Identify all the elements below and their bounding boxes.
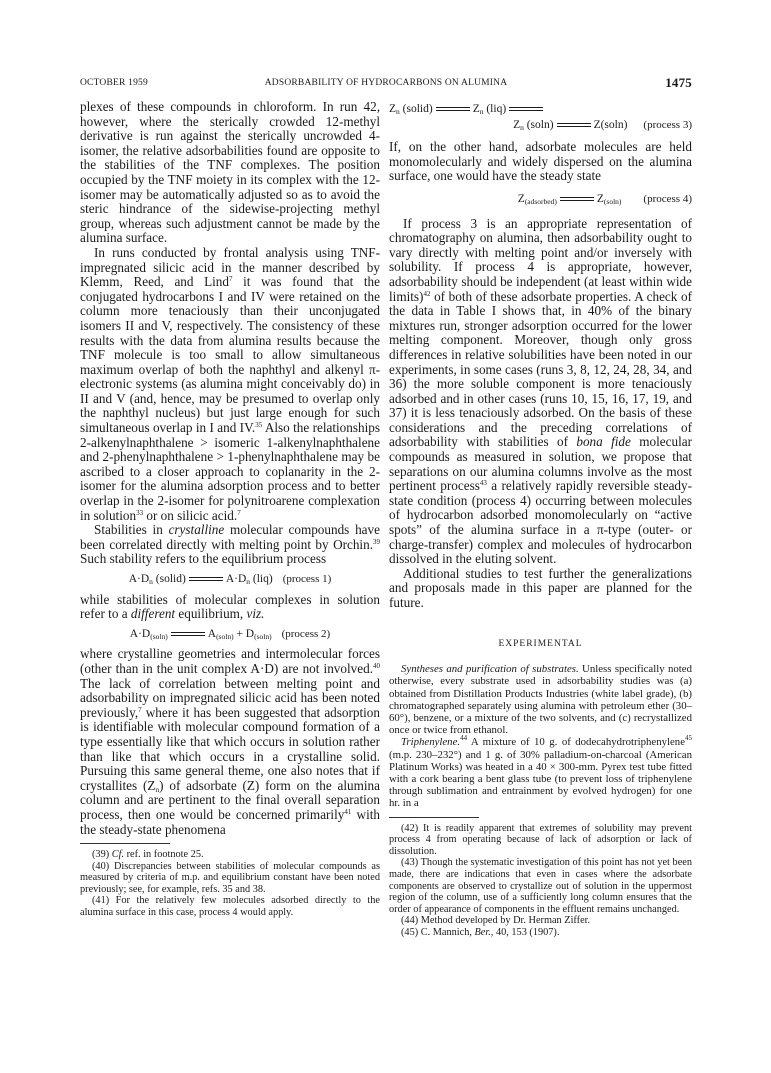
header-date: OCTOBER 1959 xyxy=(80,78,148,88)
footnote-40: (40) Discrepancies between stabilities of molecular compounds as measured by criteria of m.p. and equilibrium constant have been noted previously; see, for example, refs. 35 and 38. xyxy=(80,860,380,895)
equilibrium-arrow-icon xyxy=(557,121,591,129)
paragraph: Triphenylene.$^{44}$ A mixture of 10 g. of dodecahydrotriphenylene$^{45}$ (m.p. 230–232°) and 1 g. of 30% palladium-on-charcoal (American Platinum Works) was heated in a 40 × 300-mm. Pyrex test tube fitted with a cork bearing a bent glass tube (to prevent loss of triphenylene through sublimation and entrainment by evolved hydrogen) for one hr. in a xyxy=(389,734,692,810)
footnote-44: (44) Method developed by Dr. Herman Ziffer. xyxy=(401,915,591,927)
footnote-divider xyxy=(80,843,170,844)
paragraph: In runs conducted by frontal analysis using TNF-impregnated silicic acid in the manner described by Klemm, Reed, and Lind$^7$ it was found that the conjugated hydrocarbons I and IV were retained on the column more tenaciously than their unconjugated isomers II and V, respectively. The consistency of these results with the data from alumina results because the TNF molecule is too small to allow simultaneous maximum overlap of both the naphthyl and alkenyl π-electronic systems (as alumina might conceivably do) in II and V (and, hence, may be presumed to overlap only the naphthyl nucleus) but just large enough for such simultaneous overlap in I and IV.$^{35}$ Also the relationships 2-alkenylnaphthalene > isomeric 1-alkenylnaphthalene and 2-phenylnaphthalene > 1-phenylnaphthalene may be ascribed to a closer approach to coplanarity in the 2-isomer for the alumina adsorption process and to better overlap in the 2-isomer for polynitroarene complexation in solution$^{33}$ or on silicic acid.$^7$ xyxy=(80,244,380,523)
equilibrium-arrow-icon xyxy=(436,105,470,113)
footnote-41: (41) For the relatively few molecules adsorbed directly to the alumina surface in this case, process 4 would apply. xyxy=(80,895,380,919)
equation-process-3-line2: $Z_n$ (soln) Z(soln) (process 3) xyxy=(513,118,692,132)
right-column xyxy=(389,100,692,939)
equation-process-2: $A\cdot D_{(soln)}$ $A_{(soln)} + D_{(soln)}$ (process 2) xyxy=(129,627,331,641)
header-title: ADSORBABILITY OF HYDROCARBONS ON ALUMINA xyxy=(264,78,508,88)
equilibrium-arrow-icon xyxy=(171,630,205,638)
paragraph: where crystalline geometries and intermolecular forces (other than in the unit complex A·D) are not involved.$^{40}$ The lack of correlation between melting point and adsorbability on impregnated silicic acid has been noted previously,$^7$ where it has been suggested that adsorption is identifiable with molecular compound formation of a type essentially like that which occurs in solution rather than like that which occurs in a crystalline solid. Pursuing this same general theme, one also notes that if crystallites $(Z_n)$ of adsorbate (Z) form on the alumina column and are pertinent to the final overall separation process, then one would be concerned primarily$^{41}$ with the steady-state phenomena xyxy=(80,646,380,837)
left-column xyxy=(80,100,380,919)
footnote-43: (43) Though the systematic investigation of this point has not yet been made, there are indications that even in cases where the adsorbate components are observed to crystallize out of solution in the uppermost region of the column, use of a sufficiently long column ensures that the order of appearance of components in the effluent remains unchanged. xyxy=(389,857,692,915)
footnote-42: (42) It is readily apparent that extremes of solubility may prevent process 4 from operating because of lack of adsorption or lack of dissolution. xyxy=(389,822,692,857)
paragraph: plexes of these compounds in chloroform. In run 42, however, where the sterically crowded 12-methyl derivative is run against the sterically uncrowded 4-isomer, the relative adsorbabilities found are opposite to the stabilities of the TNF complexes. The position occupied by the TNF moiety in its complex with the 12-isomer may be automatically adjusted so as to avoid the steric hindrance of the sidewise-projecting methyl group, whereas such adjustment cannot be made by the alumina surface. xyxy=(80,99,380,246)
footnotes-right xyxy=(389,823,692,939)
paragraph: while stabilities of molecular complexes in solution refer to a different equilibrium, viz. xyxy=(80,591,380,622)
paragraph: If process 3 is an appropriate representation of chromatography on alumina, then adsorbability ought to vary directly with melting point and/or inversely with solubility. If process 4 is appropriate, however, adsorbability should be independent (at least within wide limits)$^{42}$ of both of these adsorbate properties. A check of the data in Table I shows that, in 40% of the binary mixtures run, stronger adsorption occurred for the lower melting component. Moreover, though only gross differences in relative solubilities have been noted in our experiments, in some cases (runs 3, 8, 12, 24, 28, 34, and 36) the more soluble component is more tenaciously adsorbed and in other cases (runs 10, 15, 16, 17, 19, and 37) it is less tenaciously adsorbed. On the basis of these considerations and the preceding correlations of adsorbability with stabilities of bona fide molecular compounds as measured in solution, we propose that separations on our alumina columns involve as the most pertinent process$^{43}$ a relatively rapidly reversible steady-state condition (process 4) occurring between molecules of hydrocarbon adsorbed monomolecularly on “active spots” of the alumina surface in a π-type (outer- or charge-transfer) complex and molecules of hydrocarbon dissolved in the eluting solvent. xyxy=(389,215,693,567)
footnote-divider xyxy=(389,817,479,818)
running-header xyxy=(80,76,692,92)
experimental-text xyxy=(389,663,692,809)
equilibrium-arrow-icon xyxy=(189,575,223,583)
paragraph: Syntheses and purification of substrates. Unless specifically noted otherwise, every substrate used in adsorbability studies was (a) obtained from Distillation Products Industries (white label grade), (b) chromatographed separately using alumina with petroleum ether (30–60°), benzene, or a mixture of the two solvents, and (c) recrystallized once or twice from ethanol. xyxy=(389,663,692,737)
page-number: 1475 xyxy=(665,75,692,90)
equilibrium-arrow-icon xyxy=(509,105,543,113)
section-heading-experimental: EXPERIMENTAL xyxy=(498,638,583,649)
footnotes-left xyxy=(80,849,380,919)
paragraph: Stabilities in crystalline molecular compounds have been correlated directly with melting point by Orchin.$^{39}$ Such stability refers to the equilibrium process xyxy=(80,522,380,567)
footnote-39: (39) Cf. ref. in footnote 25. xyxy=(92,849,204,861)
footnote-45: (45) C. Mannich, Ber., 40, 153 (1907). xyxy=(401,926,560,938)
paragraph: Additional studies to test further the generalizations and proposals made in this paper are planned for the future. xyxy=(389,565,692,610)
equation-process-3-line1: $Z_n$ (solid) $Z_n$ (liq) xyxy=(389,102,692,117)
equilibrium-arrow-icon xyxy=(560,195,594,203)
equation-process-1: $A\cdot D_n$ (solid) $A\cdot D_n$ (liq) (process 1) xyxy=(128,573,332,586)
equation-process-4: $Z_{(adsorbed)}$ $Z_{(soln)}$ (process 4) xyxy=(517,192,692,206)
paragraph: If, on the other hand, adsorbate molecules are held monomolecularly and widely dispersed on the alumina surface, one would have the steady state xyxy=(389,139,692,184)
